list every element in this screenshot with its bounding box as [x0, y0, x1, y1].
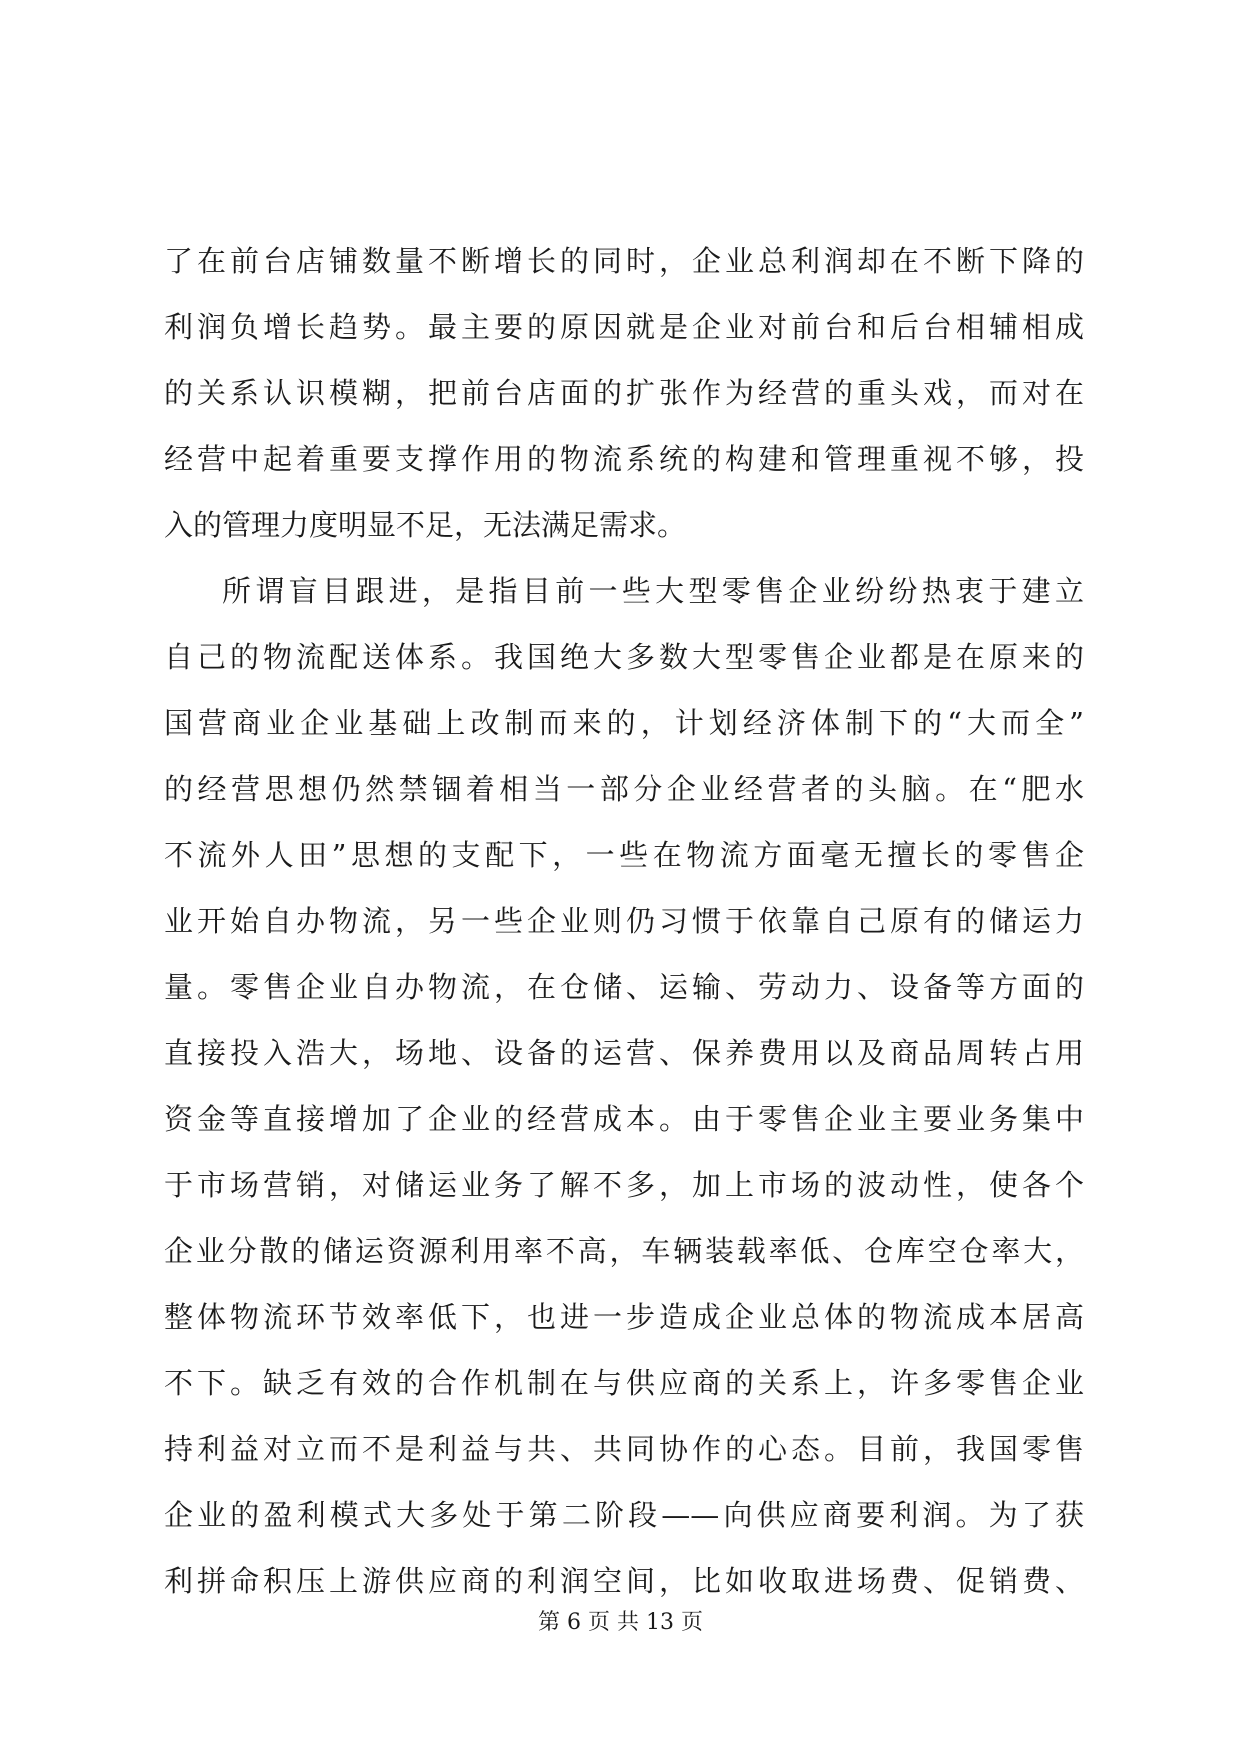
text-line: 于市场营销，对储运业务了解不多，加上市场的波动性，使各个: [164, 1168, 1084, 1202]
body-text: [164, 228, 1084, 1614]
text-line: 自己的物流配送体系。我国绝大多数大型零售企业都是在原来的: [164, 640, 1084, 674]
text-line: 了在前台店铺数量不断增长的同时，企业总利润却在不断下降的: [164, 244, 1084, 278]
text-line: 企业的盈利模式大多处于第二阶段——向供应商要利润。为了获: [164, 1498, 1084, 1532]
text-line: 业开始自办物流，另一些企业则仍习惯于依靠自己原有的储运力: [164, 904, 1084, 938]
text-line: 的关系认识模糊，把前台店面的扩张作为经营的重头戏，而对在: [164, 376, 1084, 410]
text-line: 直接投入浩大，场地、设备的运营、保养费用以及商品周转占用: [164, 1036, 1084, 1070]
paragraph-1: [164, 228, 1084, 558]
text-line: 利润负增长趋势。最主要的原因就是企业对前台和后台相辅相成: [164, 310, 1084, 344]
text-line: 企业分散的储运资源利用率不高，车辆装载率低、仓库空仓率大，: [164, 1234, 1084, 1268]
paragraph-2: [164, 558, 1084, 1614]
text-line: 持利益对立而不是利益与共、共同协作的心态。目前，我国零售: [164, 1432, 1084, 1466]
text-line: 整体物流环节效率低下，也进一步造成企业总体的物流成本居高: [164, 1300, 1084, 1334]
text-line: 不流外人田”思想的支配下，一些在物流方面毫无擅长的零售企: [164, 838, 1084, 872]
text-line: 经营中起着重要支撑作用的物流系统的构建和管理重视不够，投: [164, 442, 1084, 476]
text-line: 国营商业企业基础上改制而来的，计划经济体制下的“大而全”: [164, 706, 1084, 740]
page-number-footer: 第 6 页 共 13 页: [538, 1610, 703, 1635]
text-line: 利拼命积压上游供应商的利润空间，比如收取进场费、促销费、: [164, 1564, 1084, 1598]
text-line: 所谓盲目跟进，是指目前一些大型零售企业纷纷热衷于建立: [222, 574, 1084, 608]
text-line: 不下。缺乏有效的合作机制在与供应商的关系上，许多零售企业: [164, 1366, 1084, 1400]
text-line: 资金等直接增加了企业的经营成本。由于零售企业主要业务集中: [164, 1102, 1084, 1136]
text-line: 量。零售企业自办物流，在仓储、运输、劳动力、设备等方面的: [164, 970, 1084, 1004]
text-line: 的经营思想仍然禁锢着相当一部分企业经营者的头脑。在“肥水: [164, 772, 1084, 806]
text-line: 入的管理力度明显不足，无法满足需求。: [164, 508, 687, 542]
